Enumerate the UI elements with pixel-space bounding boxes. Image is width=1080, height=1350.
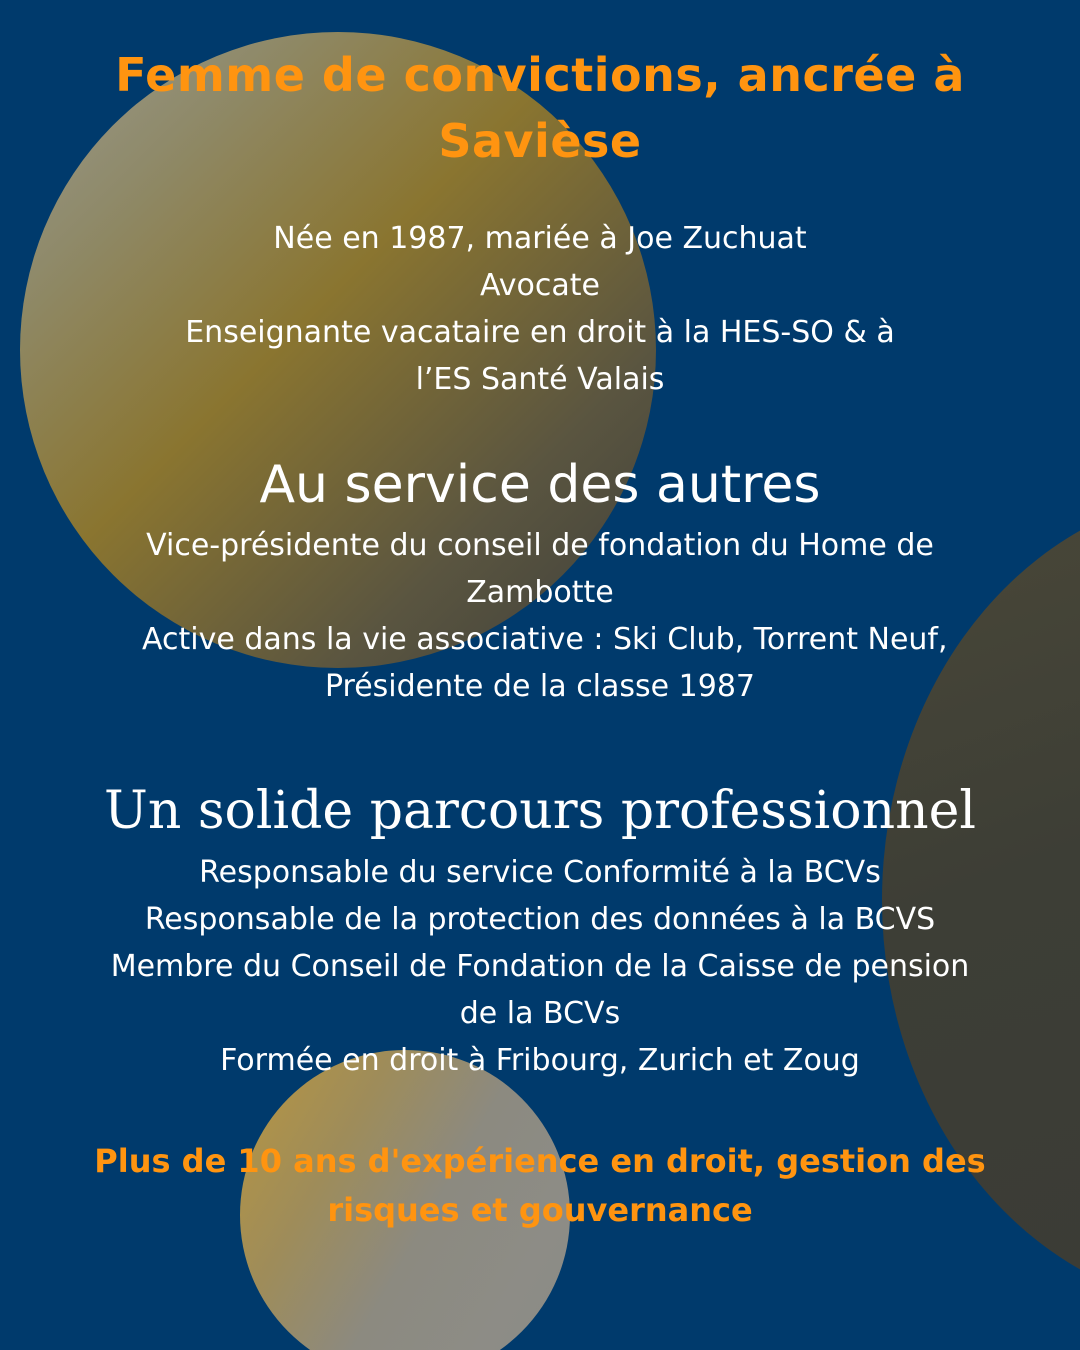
service-line: Présidente de la classe 1987 [324,669,756,704]
professional-line: Formée en droit à Fribourg, Zurich et Zoug [220,1043,860,1078]
intro-section [40,215,1040,403]
professional-line: Membre du Conseil de Fondation de la Caisse de pension [110,949,970,984]
professional-section [40,849,1040,1084]
intro-line: l’ES Santé Valais [415,362,665,397]
title-line-2: Savièse [438,114,642,168]
page-title [60,42,1020,174]
service-heading: Au service des autres [259,455,821,515]
intro-line: Née en 1987, mariée à Joe Zuchuat [273,221,807,256]
closing-line-1: Plus de 10 ans d'expérience en droit, gestion des [94,1142,986,1180]
title-line-1: Femme de convictions, ancrée à [115,48,965,102]
closing-line-2: risques et gouvernance [327,1191,753,1229]
professional-line: Responsable du service Conformité à la BCVs [199,855,881,890]
professional-heading: Un solide parcours professionnel [104,781,976,841]
closing-highlight [60,1137,1020,1235]
service-line: Zambotte [466,575,614,610]
professional-line: de la BCVs [459,996,621,1031]
intro-line: Avocate [480,268,600,303]
professional-line: Responsable de la protection des données à la BCVS [144,902,936,937]
service-section [40,522,1040,710]
intro-line: Enseignante vacataire en droit à la HES-SO & à [185,315,895,350]
service-line: Vice-présidente du conseil de fondation du Home de [146,528,934,563]
service-line: Active dans la vie associative : Ski Club, Torrent Neuf, [132,622,948,657]
